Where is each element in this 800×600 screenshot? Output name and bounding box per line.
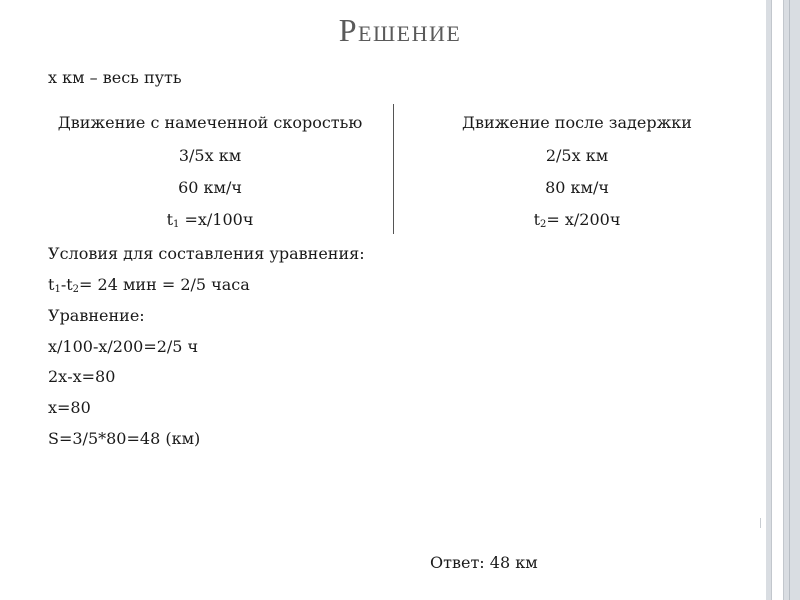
condition-minus: -t [60,275,73,294]
condition-t2-sub: 2 [72,284,80,295]
right-distance: 2/5х км [545,146,609,165]
right-time-sub: 2 [540,219,547,230]
condition-rest: = 24 мин = 2/5 часа [79,275,250,294]
left-header: Движение с намеченной скоростью [57,113,363,132]
step-2: 2х-х=80 [48,367,116,386]
condition-line [48,275,250,295]
step-4: S=3/5*80=48 (км) [48,429,201,448]
left-time [44,210,376,230]
left-time-var: t [166,210,174,229]
answer: Ответ: 48 км [430,553,538,572]
right-frame-inner [771,0,784,600]
right-time-expr: = х/200ч [546,210,621,229]
step-3: х=80 [48,398,91,417]
left-speed: 60 км/ч [178,178,242,197]
slide-tick-mark [760,518,761,528]
column-divider [393,104,394,234]
right-time-var: t [533,210,541,229]
slide-title: Решение [338,12,462,48]
condition-t1-sub: 1 [54,284,61,295]
left-distance: 3/5х км [178,146,242,165]
condition-t1: t [48,275,55,294]
conditions-label: Условия для составления уравнения: [48,244,365,263]
left-time-expr: =х/100ч [179,210,254,229]
right-speed: 80 км/ч [545,178,609,197]
equation-label: Уравнение: [48,306,145,325]
right-frame-line [789,0,790,600]
right-header: Движение после задержки [462,113,692,132]
left-time-sub: 1 [173,219,180,230]
right-time [412,210,742,230]
intro-line: х км – весь путь [48,68,182,87]
step-1: х/100-х/200=2/5 ч [48,337,199,356]
